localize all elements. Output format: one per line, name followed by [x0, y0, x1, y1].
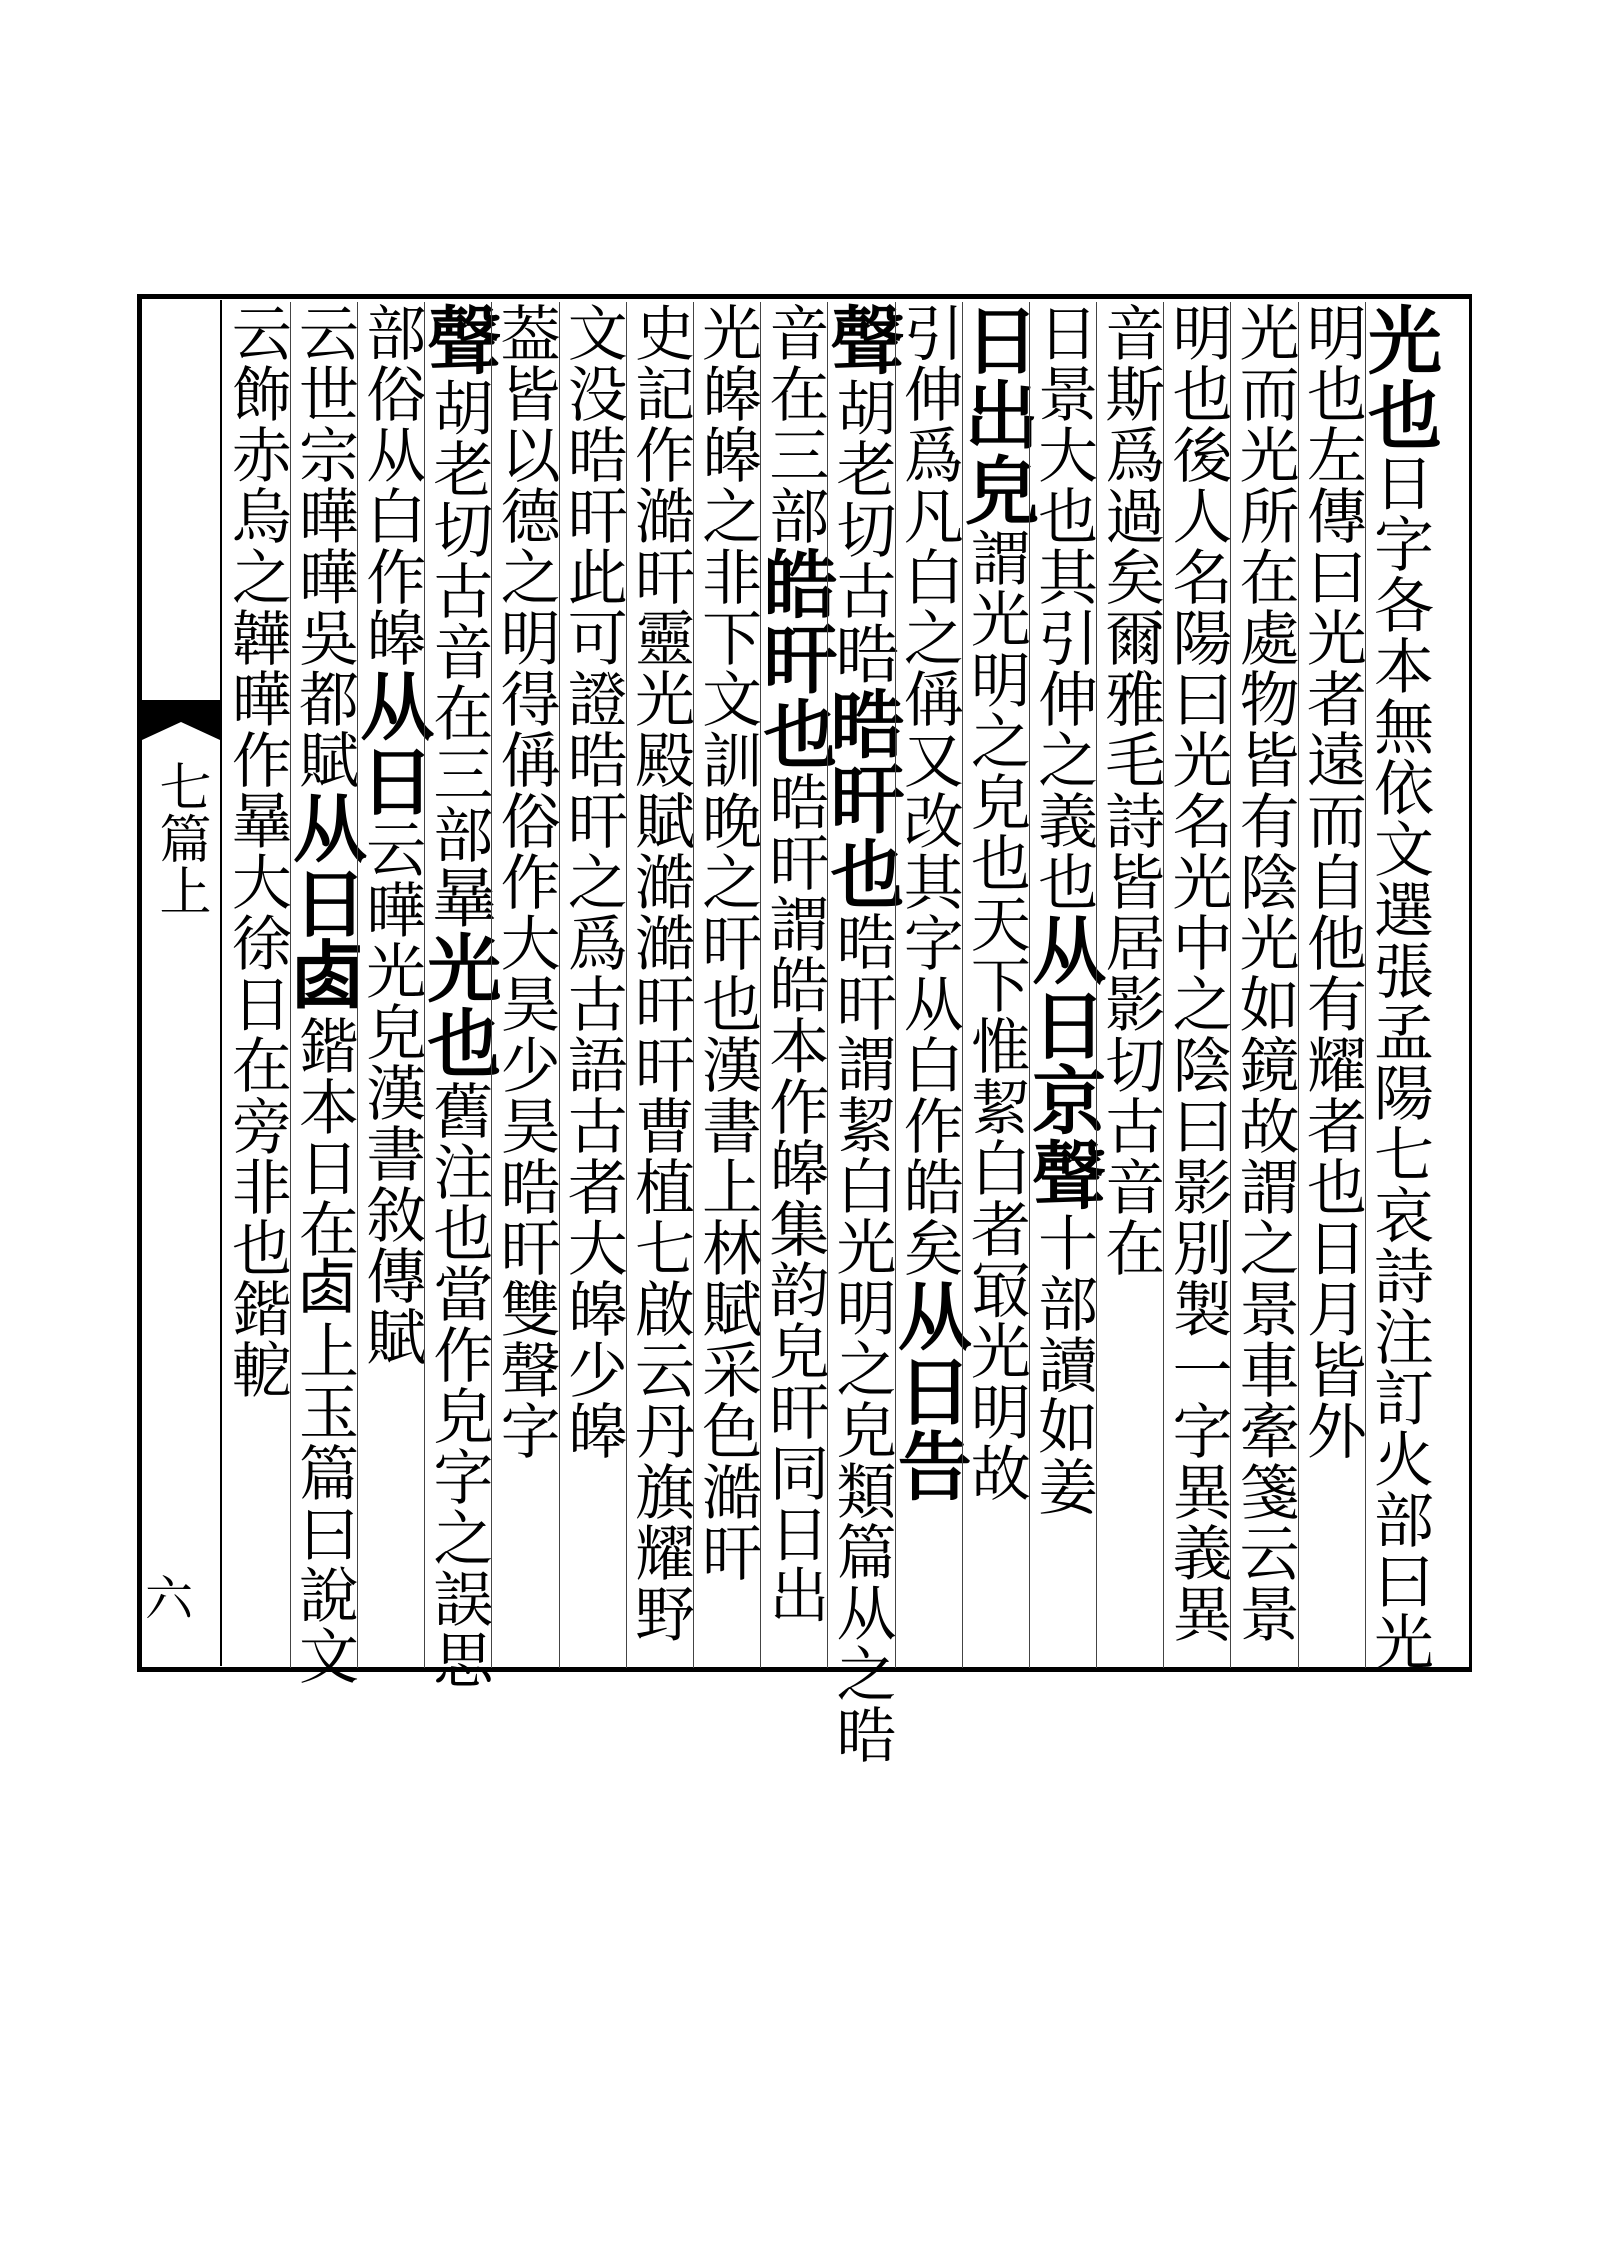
commentary-text: 日字各本無依文選張孟陽七哀詩注訂火部曰光 [1364, 452, 1434, 1672]
commentary-text: 葢皆以德之明得偁俗作大昊少昊晧旰雙聲字 [490, 302, 561, 1461]
headword: 聲 [818, 302, 905, 377]
commentary-text: 云飾赤烏之韡曄作曅大徐日在旁非也鍇軶 [221, 302, 292, 1400]
commentary-text: 引伸爲凡白之偁又改其字从白作皓矣 [893, 302, 964, 1278]
commentary-text: 鍇本日在𠧪上玉篇曰說文 [289, 1015, 359, 1686]
margin-volume-title: 七篇上 [150, 760, 210, 916]
text-column [1162, 302, 1233, 1668]
headword: 从日𠧪 [281, 790, 367, 1015]
text-column [348, 302, 435, 1668]
commentary-text: 明也後人名陽曰光名光中之陰曰影別製一字異義異 [1162, 302, 1233, 1644]
commentary-text: 十部讀如姜 [1028, 1212, 1099, 1517]
text-column [885, 302, 972, 1668]
text-column [751, 302, 838, 1668]
text-column [952, 302, 1039, 1668]
text-column [692, 302, 763, 1668]
commentary-text: 胡老切古 [826, 377, 897, 621]
headword: 从日 [348, 668, 435, 818]
text-column [818, 302, 905, 1765]
commentary-text: 舊注也當作皃字之誤思 [423, 1080, 494, 1690]
headword: 光也 [1356, 302, 1442, 452]
text-column [1298, 302, 1365, 1668]
text-body [221, 302, 1442, 1765]
commentary-text: 謂光明之皃也天下惟絜白者冣光明故 [960, 527, 1031, 1503]
margin-page-number: 六 [145, 1571, 194, 1627]
commentary-text: 光皞皞之非下文訓晚之旰也漢書上林賦采色澔旰 [692, 302, 763, 1583]
headword: 晧旰也 [818, 686, 905, 911]
commentary-text: 云世宗曄曄吳都賦 [289, 302, 359, 790]
headword: 光也 [415, 930, 502, 1080]
commentary-text: 音斯爲過矣爾雅毛詩皆居影切古音在 [1095, 302, 1166, 1278]
headword: 日出皃 [952, 302, 1039, 527]
commentary-text: 晧旰謂絜白光明之皃類篇从之晧 [826, 911, 897, 1765]
headword: 聲 [415, 302, 502, 377]
text-column [1229, 302, 1300, 1668]
text-column [626, 302, 693, 1668]
commentary-text: 光而光所在處物皆有陰光如鏡故謂之景車牽箋云景 [1229, 302, 1300, 1644]
commentary-text: 云曄光皃漢書敘傳賦 [356, 818, 427, 1367]
page-margin [140, 302, 220, 1668]
commentary-text: 文没晧旰此可證晧旰之爲古語古者大皞少皞 [557, 302, 628, 1461]
text-column [1095, 302, 1166, 1668]
headword: 从日京聲 [1020, 912, 1107, 1212]
seal-character: 晧 [824, 621, 899, 686]
headword: 皓旰也 [751, 546, 838, 771]
text-column [1356, 302, 1442, 1672]
text-column [490, 302, 561, 1668]
commentary-text: 晧旰謂皓本作皞集韵皃旰同日出 [759, 771, 830, 1625]
commentary-text: 明也左傳曰光者遠而自他有耀者也日月皆外 [1296, 302, 1367, 1461]
commentary-text: 史記作澔旰靈光殿賦澔澔旰旰曹植七啟云丹旗耀野 [624, 302, 695, 1644]
commentary-text: 胡老切古音在三部 [423, 377, 494, 865]
headword: 从日告 [885, 1278, 972, 1503]
commentary-text: 音在三部 [759, 302, 830, 546]
text-column [281, 302, 367, 1686]
commentary-text: 部俗从白作皞 [356, 302, 427, 668]
text-column [415, 302, 502, 1690]
text-column [223, 302, 290, 1668]
seal-character: 曅 [421, 865, 496, 930]
text-column [559, 302, 626, 1668]
commentary-text: 日景大也其引伸之義也 [1028, 302, 1099, 912]
text-column [1020, 302, 1107, 1668]
